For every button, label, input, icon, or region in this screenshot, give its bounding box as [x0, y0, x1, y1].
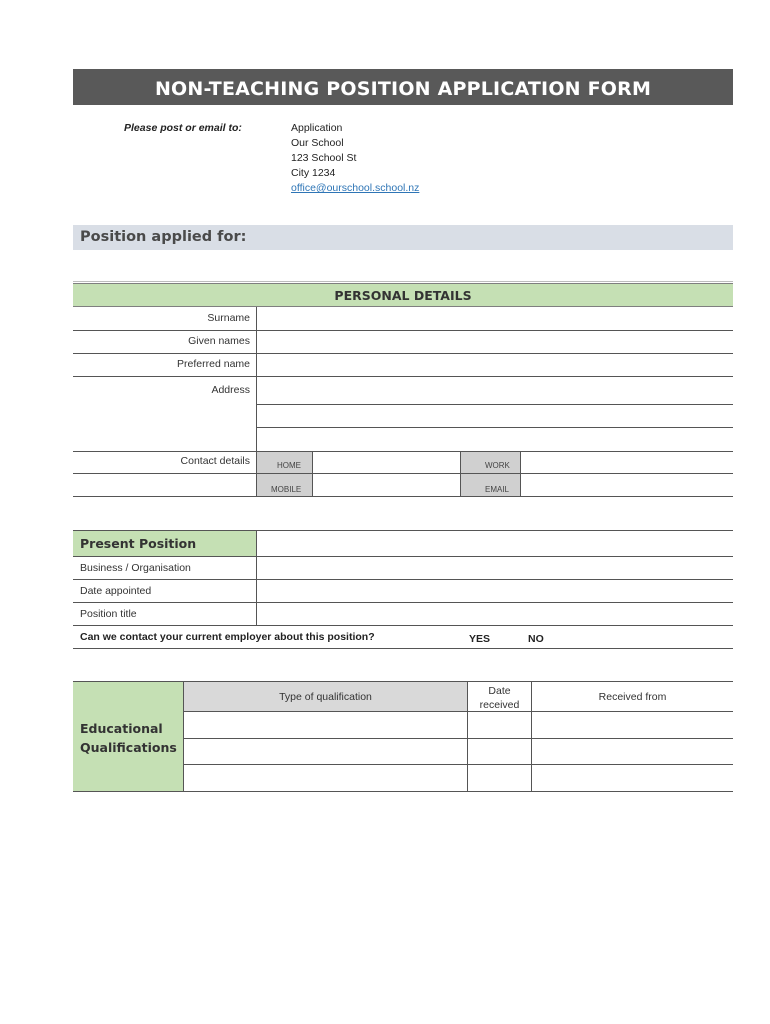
present-position-header: Present Position: [73, 531, 256, 556]
mobile-label: MOBILE: [271, 485, 302, 494]
given-names-label: Given names: [188, 335, 250, 347]
mailing-address: [291, 121, 419, 196]
address-line-1: Application: [291, 122, 343, 134]
form-title: NON-TEACHING POSITION APPLICATION FORM: [73, 69, 733, 105]
education-label: [80, 719, 177, 757]
address-field-line-3[interactable]: [257, 428, 733, 450]
work-label: WORK: [485, 461, 510, 470]
address-field-line-1[interactable]: [257, 377, 733, 403]
position-applied-field[interactable]: [73, 281, 733, 282]
surname-field[interactable]: [257, 307, 733, 329]
business-label: Business / Organisation: [80, 562, 191, 574]
email-field[interactable]: [521, 474, 733, 496]
date-received-header-line-2: received: [479, 699, 520, 711]
contact-details-label: Contact details: [180, 455, 250, 467]
education-label-line-2: Qualifications: [80, 740, 177, 755]
address-line-3: 123 School St: [291, 152, 357, 164]
home-label: HOME: [277, 461, 301, 470]
address-field-line-2[interactable]: [257, 405, 733, 427]
given-names-field[interactable]: [257, 331, 733, 353]
yes-option[interactable]: YES: [469, 633, 491, 645]
row-divider: [73, 791, 733, 792]
preferred-name-field[interactable]: [257, 354, 733, 376]
contact-employer-question: Can we contact your current employer about this position?: [80, 631, 375, 643]
surname-label: Surname: [207, 312, 250, 324]
received-from-field-2[interactable]: [532, 739, 733, 764]
received-from-header: Received from: [598, 691, 667, 703]
position-title-field[interactable]: [257, 603, 733, 625]
qualification-type-header: Type of qualification: [279, 691, 372, 703]
post-label: Please post or email to:: [124, 122, 242, 134]
education-label-line-1: Educational: [80, 721, 163, 736]
address-line-4: City 1234: [291, 167, 336, 179]
work-phone-field[interactable]: [521, 452, 733, 473]
date-appointed-field[interactable]: [257, 580, 733, 602]
email-link[interactable]: office@ourschool.school.nz: [291, 182, 420, 194]
personal-details-header: PERSONAL DETAILS: [73, 283, 733, 307]
position-applied-bar: [73, 225, 733, 250]
address-label: Address: [211, 384, 250, 396]
received-from-field-3[interactable]: [532, 765, 733, 790]
position-title-label: Position title: [80, 608, 137, 620]
date-received-header-line-1: Date: [488, 685, 511, 697]
business-field[interactable]: [257, 557, 733, 579]
date-received-field-2[interactable]: [468, 739, 531, 764]
address-line-2: Our School: [291, 137, 344, 149]
row-divider: [73, 648, 733, 649]
date-received-field-1[interactable]: [468, 712, 531, 738]
qualification-type-field-3[interactable]: [184, 765, 467, 790]
home-phone-field[interactable]: [313, 452, 460, 473]
date-appointed-label: Date appointed: [80, 585, 152, 597]
row-divider: [73, 496, 733, 497]
mobile-phone-field[interactable]: [313, 474, 460, 496]
qualification-type-field-2[interactable]: [184, 739, 467, 764]
date-received-field-3[interactable]: [468, 765, 531, 790]
row-divider: [73, 625, 733, 626]
present-position-field[interactable]: [257, 531, 733, 555]
email-label: EMAIL: [485, 485, 510, 494]
received-from-field-1[interactable]: [532, 712, 733, 738]
no-option[interactable]: NO: [528, 633, 544, 645]
date-received-header: [468, 684, 531, 712]
preferred-name-label: Preferred name: [177, 358, 250, 370]
position-applied-label: Position applied for:: [80, 229, 247, 245]
qualification-type-field-1[interactable]: [184, 712, 467, 738]
